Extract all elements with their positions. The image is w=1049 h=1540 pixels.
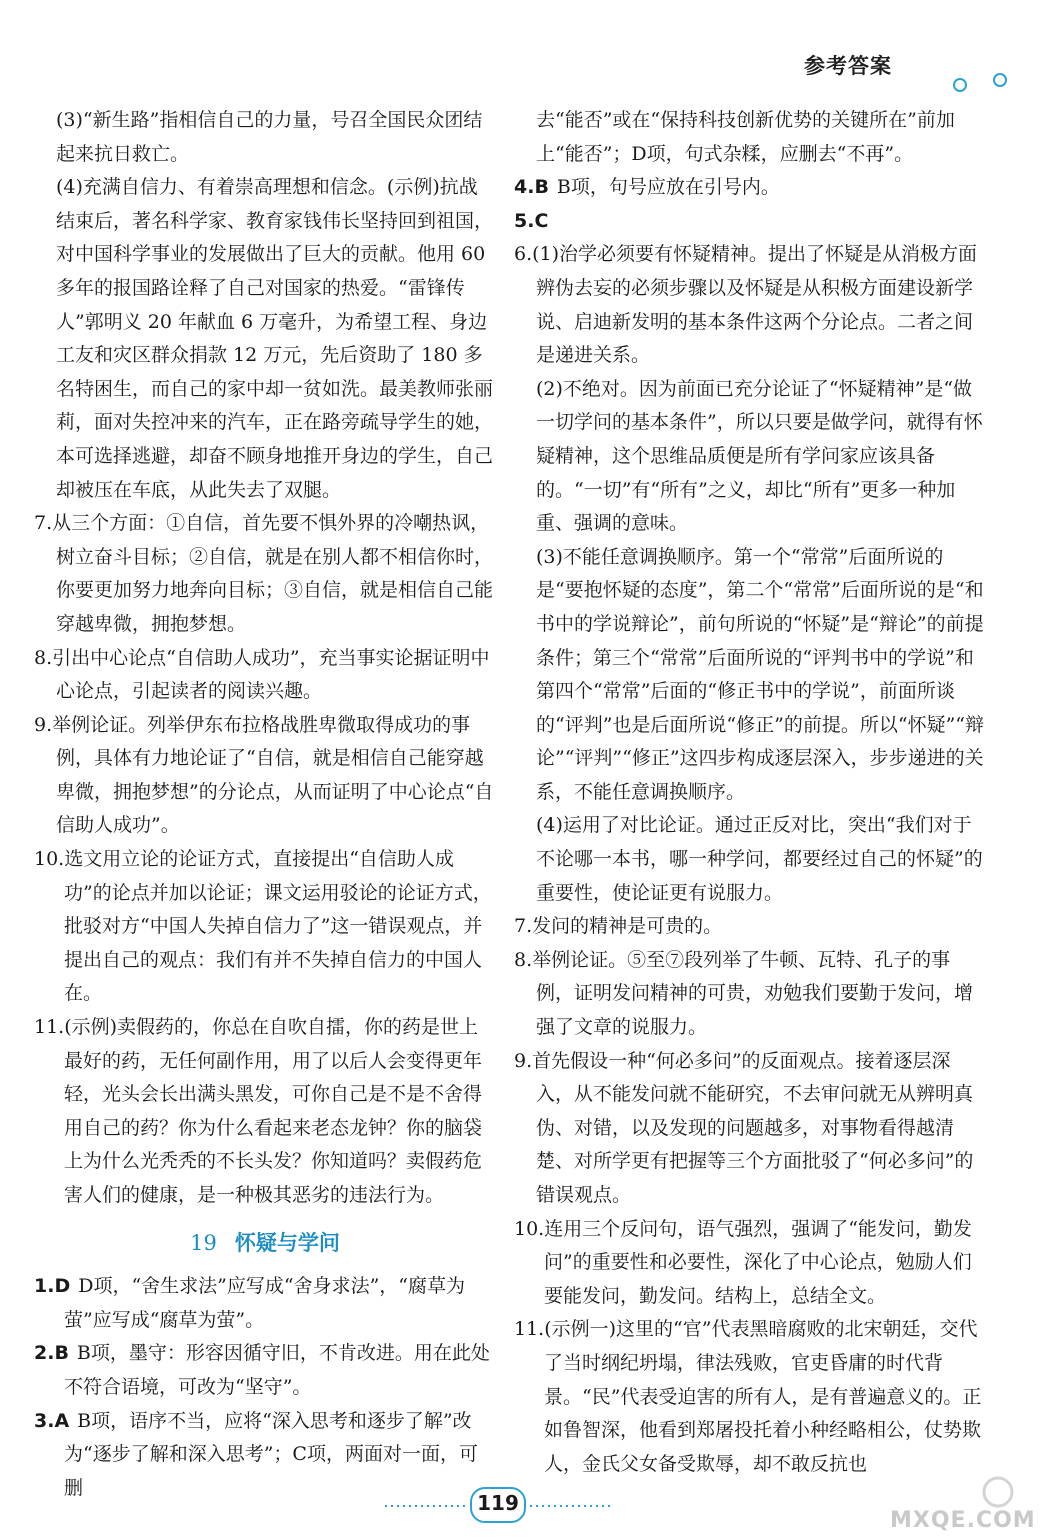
answer-item: 11.(示例)卖假药的，你总在自吹自擂，你的药是世上最好的药，无任何副作用，用了以后人会变得更年轻，光头会长出满头黑发，可你自己是不是不舍得用自己的药？你为什么看起来老态龙钟？你的脑袋上为什么光秃秃的不长头发？你知道吗？卖假药危害人们的健康，是一种极其恶劣的违法行为。 bbox=[34, 1016, 483, 1206]
answer-item: 10.连用三个反问句，语气强烈，强调了“能发问，勤发问”的重要性和必要性，深化了中心论点，勉励人们要能发问，勤发问。结构上，总结全文。 bbox=[514, 1217, 972, 1307]
paragraph: 去“能否”或在“保持科技创新优势的关键所在”前加上“能否”；D项，句式杂糅，应删去“不再”。 bbox=[536, 109, 955, 165]
answer-item: 8.引出中心论点“自信助人成功”，充当事实论据证明中心论点，引起读者的阅读兴趣。 bbox=[34, 646, 490, 703]
answer-text: B项，句号应放在引号内。 bbox=[556, 176, 780, 199]
answer-key: 5.C bbox=[514, 209, 549, 232]
answer-item bbox=[514, 171, 984, 205]
answer-text: B项，语序不当，应将“深入思考和逐步了解”改为“逐步了解和深入思考”；C项，两面对一面，可删 bbox=[64, 1409, 478, 1499]
answer-key: 1.D bbox=[34, 1275, 71, 1298]
answer-item: 10.选文用立论的论证方式，直接提出“自信助人成功”的论点并加以论证；课文运用驳论的论证方式，批驳对方“中国人失掉自信力了”这一错误观点，并提出自己的观点：我们有并不失掉自信力的中国人在。 bbox=[34, 848, 492, 1005]
answer-item: 8.举例论证。⑤至⑦段列举了牛顿、瓦特、孔子的事例，证明发问精神的可贵，劝勉我们要勤于发问，增强了文章的说服力。 bbox=[514, 948, 974, 1039]
answer-key: 2.B bbox=[34, 1342, 69, 1365]
paragraph: (3)不能任意调换顺序。第一个“常常”后面所说的是“要抱怀疑的态度”，第二个“常常”后面所说的是“和书中的学说辩论”，前句所说的“怀疑”是“辩论”的前提条件；第三个“常常”后面所说的“评判书中的学说”和第四个“常常”后面的“修正书中的学说”，前面所谈的“评判”也是后面所说“修正”的前提。所以“怀疑”“辩论”“评判”“修正”这四步构成逐层深入，步步递进的关系，不能任意调换顺序。 bbox=[536, 545, 984, 803]
page-header bbox=[0, 0, 1049, 110]
paragraph: (3)“新生路”指相信自己的力量，号召全国民众团结起来抗日救亡。 bbox=[56, 109, 483, 165]
section-name: 怀疑与学问 bbox=[234, 1230, 340, 1255]
section-number: 19 bbox=[190, 1230, 217, 1255]
watermark-text: MXQE.COM bbox=[890, 1508, 1036, 1533]
paragraph: (2)不绝对。因为前面已充分论证了“怀疑精神”是“做一切学问的基本条件”，所以只要是做学问，就得有怀疑精神，这个思维品质便是所有学问家应该具备的。“一切”有“所有”之义，却比“所有”更多一种加重、强调的意味。 bbox=[536, 377, 983, 535]
answer-item bbox=[34, 1337, 496, 1404]
answer-key: 4.B bbox=[514, 176, 549, 199]
page-number: 119 bbox=[477, 1491, 519, 1515]
answer-item: 11.(示例一)这里的“官”代表黑暗腐败的北宋朝廷，交代了当时纲纪坍塌，律法残败，官吏昏庸的时代背景。“民”代表受迫害的所有人，是有普遍意义的。正如鲁智深，他看到郑屠投托着小种经略相公，仗势欺人，金氏父女备受欺辱，却不敢反抗也 bbox=[514, 1318, 982, 1475]
section-title bbox=[34, 1227, 496, 1261]
answer-key: 3.A bbox=[34, 1409, 70, 1432]
paragraph: (4)运用了对比论证。通过正反对比，突出“我们对于不论哪一本书，哪一种学问，都要经过自己的怀疑”的重要性，使论证更有说服力。 bbox=[536, 814, 983, 904]
answer-item: 9.举例论证。列举伊东布拉格战胜卑微取得成功的事例，具体有力地论证了“自信，就是相信自己能穿越卑微，拥抱梦想”的分论点，从而证明了中心论点“自信助人成功”。 bbox=[34, 713, 494, 837]
answer-item: 9.首先假设一种“何必多问”的反面观点。接着逐层深入，从不能发问就不能研究，不去审问就无从辨明真伪、对错，以及发现的问题越多，对事物看得越清楚、对所学更有把握等三个方面批驳了“何必多问”的错误观点。 bbox=[514, 1049, 974, 1206]
answer-item: 7.发问的精神是可贵的。 bbox=[514, 915, 723, 938]
answer-item: 7.从三个方面：①自信，首先要不惧外界的冷嘲热讽，树立奋斗目标；②自信，就是在别人都不相信你时，你要更加努力地奔向目标；③自信，就是相信自己能穿越卑微，拥抱梦想。 bbox=[34, 512, 494, 635]
paragraph: (4)充满自信力、有着崇高理想和信念。(示例)抗战结束后，著名科学家、教育家钱伟长坚持回到祖国，对中国科学事业的发展做出了巨大的贡献。他用 60 多年的报国路诠释了自己对国家的热爱。“雷锋传人”郭明义 20 年献血 6 万毫升，为希望工程、身边工友和灾区群众捐款 12 万元，先后资助了 180 多名特困生，而自己的家中却一贫如洗。最美教师张丽莉，面对失控冲来的汽车，正在路旁疏导学生的她，本可选择逃避，却奋不顾身地推开身边的学生，自己却被压在车底，从此失去了双腿。 bbox=[56, 176, 494, 501]
answer-item bbox=[34, 1270, 496, 1337]
answer-item: 6.(1)治学必须要有怀疑精神。提出了怀疑是从消极方面辨伪去妄的必须步骤以及怀疑是从积极方面建设新学说、启迪新发明的基本条件这两个分论点。二者之间是递进关系。 bbox=[514, 243, 978, 367]
answer-text: D项，“舍生求法”应写成“舍身求法”，“腐草为萤”应写成“腐草为萤”。 bbox=[64, 1275, 466, 1331]
right-column bbox=[514, 104, 984, 1481]
answer-text: B项，墨守：形容因循守旧，不肯改进。用在此处不符合语境，可改为“坚守”。 bbox=[64, 1342, 490, 1398]
left-column bbox=[34, 104, 496, 1505]
answer-item bbox=[514, 205, 984, 239]
page-title: 参考答案 bbox=[804, 54, 892, 78]
